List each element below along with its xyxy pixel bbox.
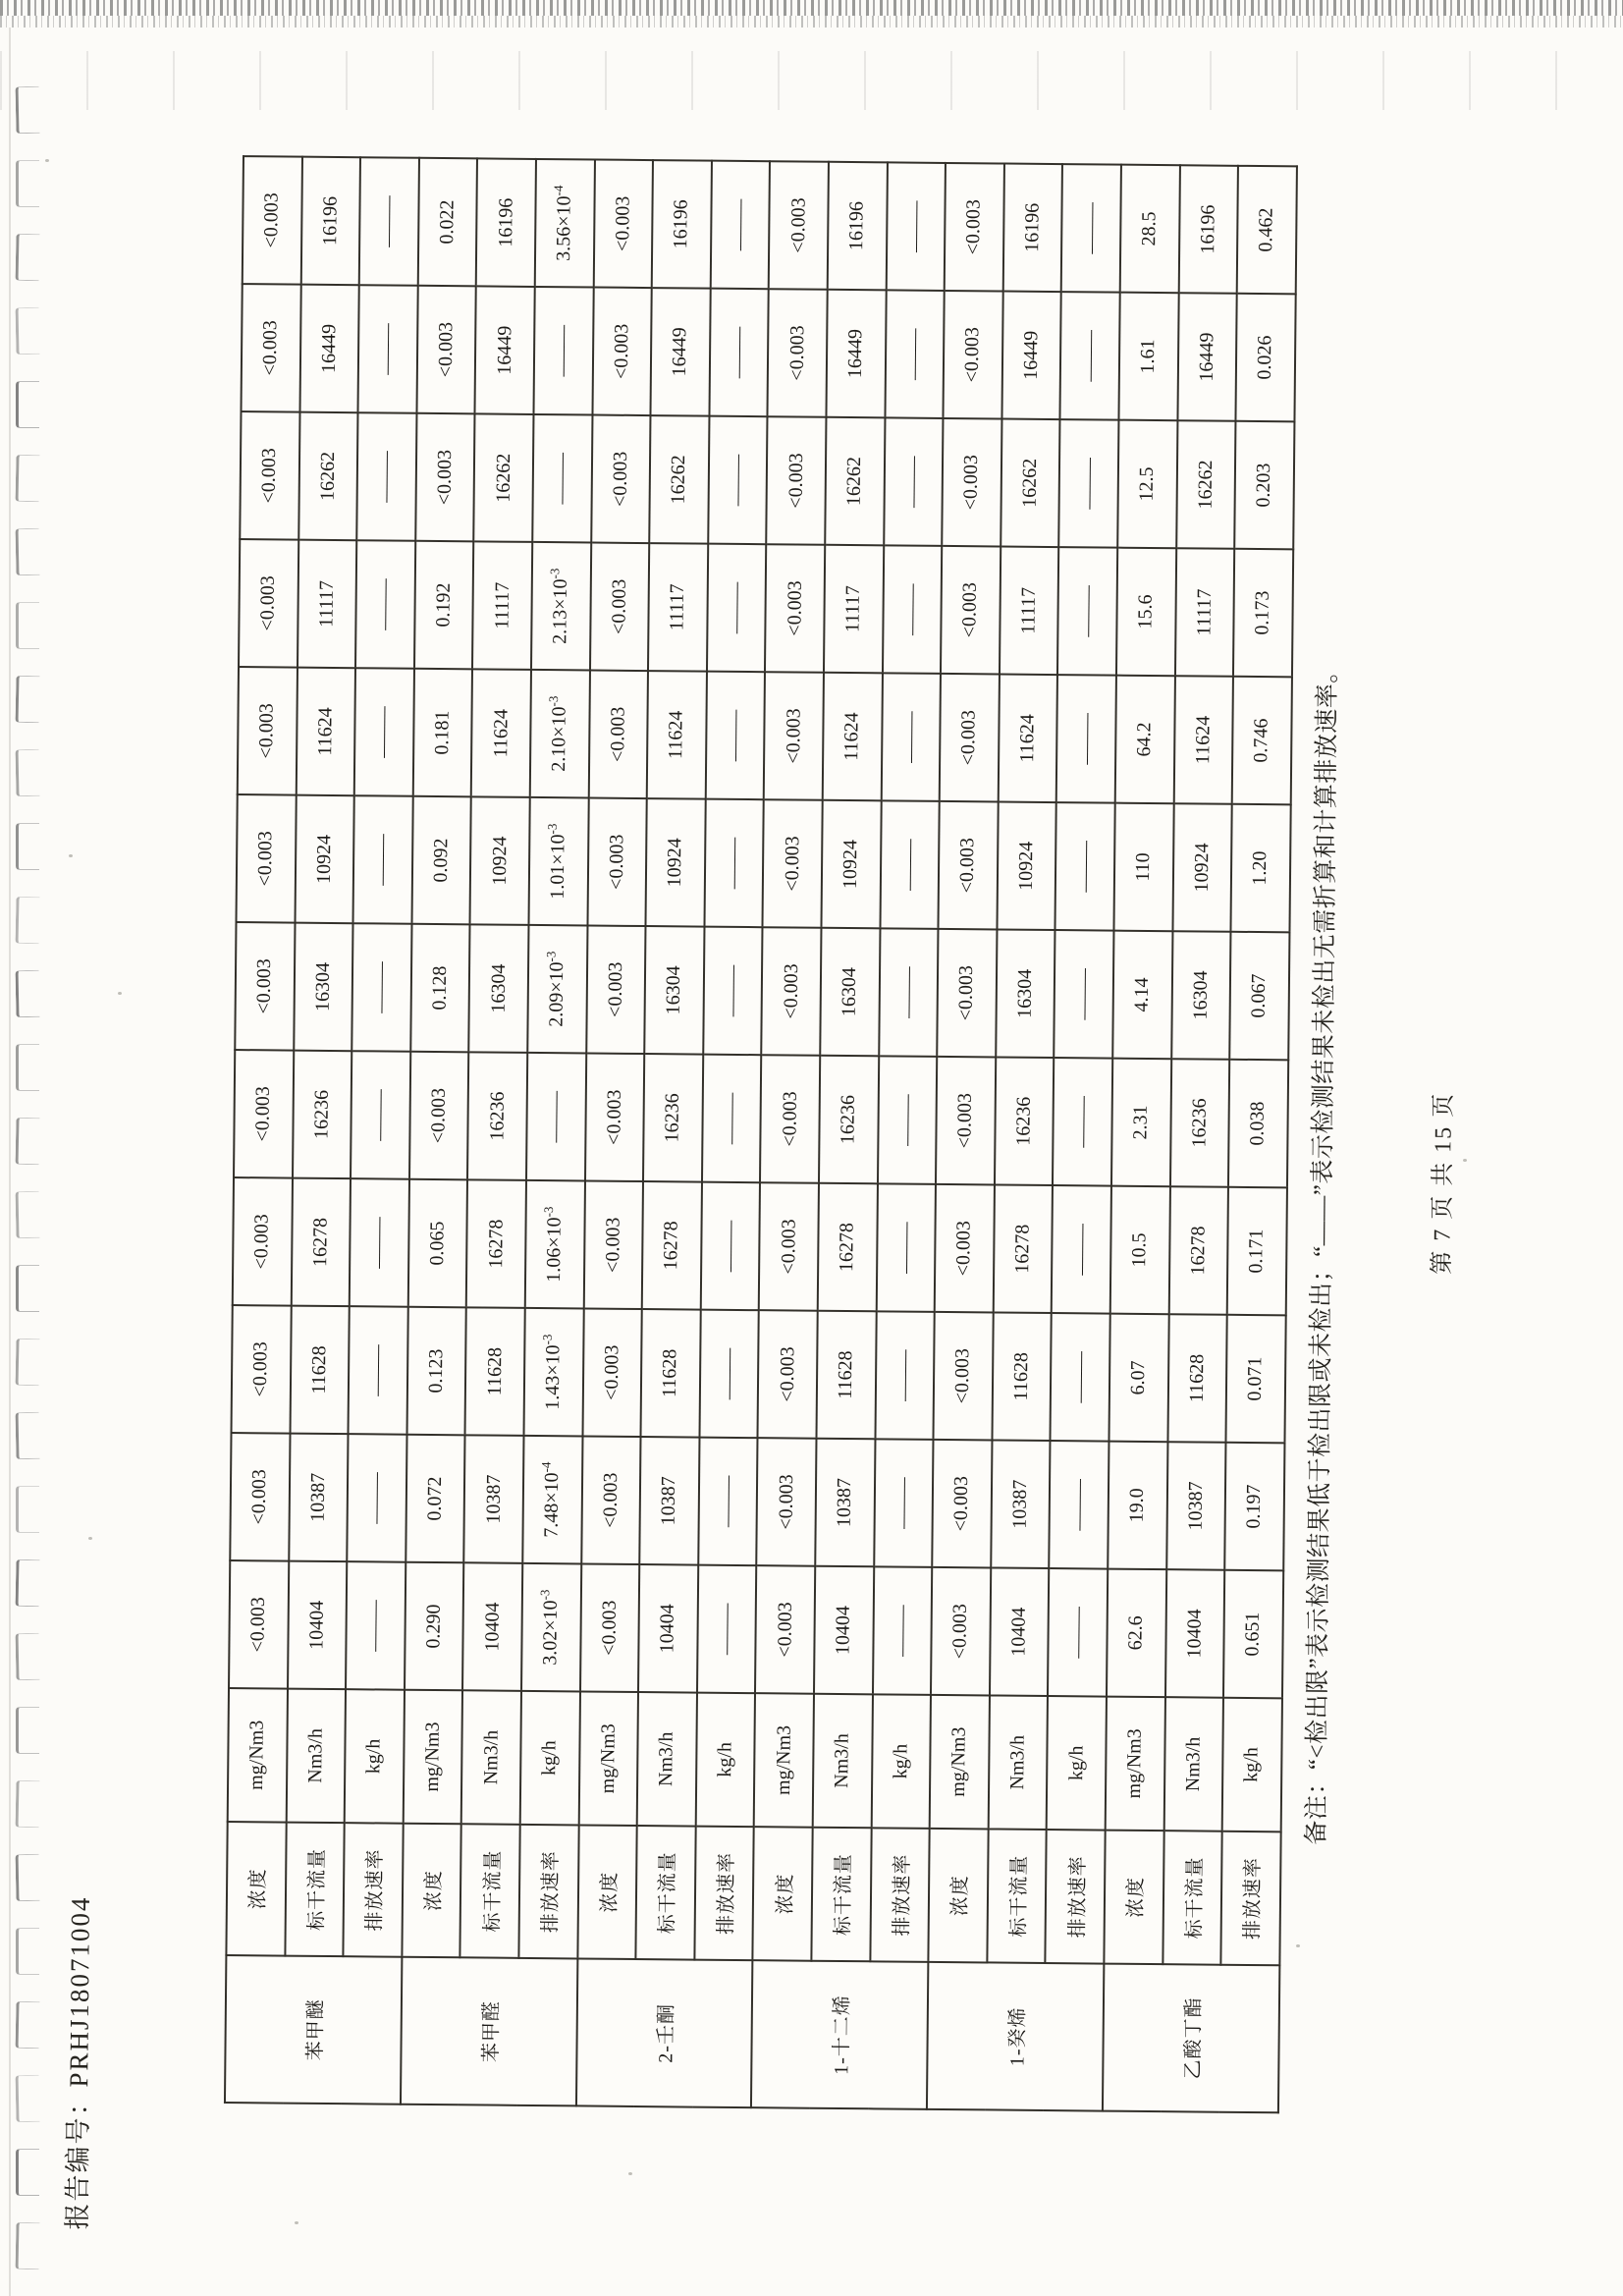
emission-rate-value-cell: $1.43\times 10^{-3}$ bbox=[523, 1308, 583, 1437]
concentration-value-cell: 1.61 bbox=[1118, 293, 1178, 421]
unit-cell: kg/h bbox=[520, 1691, 580, 1826]
flow-value-cell: 10387 bbox=[289, 1434, 349, 1562]
measure-label-cell: 浓度 bbox=[226, 1822, 286, 1956]
emission-rate-value-cell: 0.173 bbox=[1233, 549, 1293, 678]
emission-rate-value-cell: — bbox=[710, 161, 770, 290]
emission-rate-value-cell: — bbox=[1061, 164, 1121, 293]
measure-label-cell: 标干流量 bbox=[811, 1828, 871, 1962]
unit-cell: Nm3/h bbox=[988, 1695, 1048, 1830]
chemical-name-cell: 2-壬酮 bbox=[576, 1958, 753, 2107]
emission-rate-value-cell: $7.48\times 10^{-4}$ bbox=[522, 1436, 582, 1564]
emission-rate-value-cell: $2.13\times 10^{-3}$ bbox=[531, 542, 591, 671]
flow-value-cell: 11624 bbox=[296, 668, 355, 796]
concentration-value-cell: 0.181 bbox=[413, 669, 473, 797]
emission-rate-value-cell: 0.203 bbox=[1234, 421, 1294, 550]
measure-label-cell: 排放速率 bbox=[1220, 1831, 1280, 1966]
flow-value-cell: 10404 bbox=[288, 1561, 348, 1690]
concentration-value-cell: <0.003 bbox=[233, 1177, 293, 1306]
flow-value-cell: 16449 bbox=[299, 285, 359, 413]
concentration-value-cell: <0.003 bbox=[939, 801, 999, 930]
concentration-value-cell: 10.5 bbox=[1110, 1186, 1170, 1315]
flow-value-cell: 16196 bbox=[652, 160, 712, 289]
emission-rate-value-cell: — bbox=[880, 800, 940, 929]
emission-rate-value-cell: $3.56\times 10^{-4}$ bbox=[535, 159, 595, 288]
concentration-value-cell: <0.003 bbox=[235, 922, 295, 1051]
measure-label-cell: 浓度 bbox=[402, 1824, 461, 1958]
flow-value-cell: 16278 bbox=[466, 1179, 526, 1308]
flow-value-cell: 10387 bbox=[815, 1439, 875, 1567]
flow-value-cell: 16236 bbox=[467, 1052, 527, 1180]
measure-label-cell: 标干流量 bbox=[987, 1829, 1047, 1963]
flow-value-cell: 16304 bbox=[820, 928, 880, 1057]
flow-value-cell: 16449 bbox=[1001, 292, 1061, 420]
chemical-name-cell: 1-十二烯 bbox=[751, 1960, 928, 2109]
concentration-value-cell: 19.0 bbox=[1108, 1442, 1167, 1570]
flow-value-cell: 16304 bbox=[294, 923, 353, 1052]
concentration-value-cell: <0.003 bbox=[942, 418, 1001, 547]
emission-rate-value-cell: 0.171 bbox=[1227, 1187, 1287, 1316]
emission-rate-value-cell: — bbox=[699, 1310, 759, 1439]
flow-value-cell: 11624 bbox=[998, 674, 1057, 802]
flow-value-cell: 16236 bbox=[643, 1054, 703, 1182]
measure-label-cell: 排放速率 bbox=[694, 1827, 754, 1961]
emission-rate-value-cell: — bbox=[705, 672, 765, 800]
flow-value-cell: 16196 bbox=[828, 162, 888, 291]
flow-value-cell: 16262 bbox=[1001, 419, 1060, 548]
unit-cell: kg/h bbox=[1222, 1698, 1282, 1832]
concentration-value-cell: <0.003 bbox=[934, 1312, 994, 1441]
emission-rate-value-cell: $1.06\times 10^{-3}$ bbox=[525, 1180, 585, 1309]
emission-rate-value-cell: — bbox=[873, 1566, 933, 1695]
flow-value-cell: 16262 bbox=[825, 417, 885, 546]
emission-rate-value-cell: — bbox=[1055, 930, 1114, 1059]
flow-value-cell: 11624 bbox=[647, 671, 707, 799]
emission-rate-value-cell: — bbox=[1057, 547, 1117, 676]
emission-rate-value-cell: — bbox=[703, 927, 763, 1056]
emission-rate-value-cell: — bbox=[532, 414, 592, 543]
flow-value-cell: 16196 bbox=[1002, 164, 1062, 293]
emission-rate-value-cell: — bbox=[354, 668, 414, 796]
measure-label-cell: 排放速率 bbox=[1046, 1830, 1106, 1964]
emission-rate-value-cell: — bbox=[879, 928, 939, 1057]
emission-rate-value-cell: — bbox=[1050, 1441, 1109, 1569]
chemical-name-cell: 苯甲醛 bbox=[401, 1957, 577, 2106]
emission-rate-value-cell: $2.09\times 10^{-3}$ bbox=[527, 925, 587, 1054]
flow-value-cell: 11117 bbox=[472, 541, 532, 670]
flow-value-cell: 10404 bbox=[1164, 1569, 1224, 1698]
measure-label-cell: 标干流量 bbox=[285, 1823, 345, 1957]
concentration-value-cell: <0.003 bbox=[768, 289, 828, 417]
emission-rate-value-cell: — bbox=[878, 1056, 938, 1184]
concentration-value-cell: 0.192 bbox=[414, 541, 474, 670]
concentration-value-cell: <0.003 bbox=[581, 1436, 641, 1564]
emission-rate-value-cell: 0.746 bbox=[1232, 677, 1292, 805]
concentration-value-cell: <0.003 bbox=[230, 1433, 290, 1561]
emission-rate-value-cell: — bbox=[356, 412, 416, 541]
flow-value-cell: 16304 bbox=[469, 924, 529, 1053]
concentration-value-cell: <0.003 bbox=[755, 1565, 815, 1694]
flow-value-cell: 16304 bbox=[1171, 931, 1231, 1060]
concentration-value-cell: 0.065 bbox=[408, 1179, 468, 1308]
unit-cell: mg/Nm3 bbox=[930, 1695, 990, 1830]
emission-rate-value-cell: — bbox=[876, 1183, 936, 1312]
emission-rate-value-cell: — bbox=[884, 417, 944, 546]
concentration-value-cell: <0.003 bbox=[757, 1438, 817, 1566]
emission-rate-value-cell: — bbox=[883, 545, 943, 674]
concentration-value-cell: <0.003 bbox=[416, 286, 476, 414]
concentration-value-cell: 15.6 bbox=[1116, 548, 1176, 677]
concentration-value-cell: 0.072 bbox=[406, 1435, 465, 1563]
concentration-value-cell: <0.003 bbox=[769, 161, 829, 290]
measure-label-cell: 排放速率 bbox=[344, 1823, 404, 1957]
emission-rate-value-cell: — bbox=[704, 799, 764, 928]
page-footer: 第 7 页 共 15 页 bbox=[1430, 1091, 1457, 1275]
flow-value-cell: 10924 bbox=[470, 796, 530, 925]
emission-rate-value-cell: $3.02\times 10^{-3}$ bbox=[521, 1563, 581, 1692]
emission-rate-value-cell: 1.20 bbox=[1231, 804, 1291, 933]
flow-value-cell: 11628 bbox=[816, 1311, 876, 1440]
emission-rate-value-cell: 0.462 bbox=[1237, 166, 1297, 295]
flow-value-cell: 16196 bbox=[1178, 165, 1238, 294]
concentration-value-cell: <0.003 bbox=[593, 160, 653, 289]
emission-rate-value-cell: — bbox=[702, 1055, 762, 1183]
emission-rate-value-cell: — bbox=[1055, 802, 1115, 931]
flow-value-cell: 16196 bbox=[476, 158, 536, 287]
flow-value-cell: 10924 bbox=[646, 798, 706, 927]
emission-rate-value-cell: $2.10\times 10^{-3}$ bbox=[530, 670, 590, 798]
chemical-name-cell: 1-癸烯 bbox=[927, 1962, 1104, 2111]
concentration-value-cell: <0.003 bbox=[585, 1053, 645, 1181]
unit-cell: Nm3/h bbox=[461, 1690, 521, 1825]
flow-value-cell: 16449 bbox=[826, 290, 886, 418]
unit-cell: Nm3/h bbox=[813, 1694, 873, 1829]
flow-value-cell: 16236 bbox=[293, 1051, 352, 1179]
measurements-table-body bbox=[225, 156, 1297, 2112]
concentration-value-cell: 0.290 bbox=[405, 1562, 464, 1691]
concentration-value-cell: 6.07 bbox=[1109, 1314, 1168, 1443]
concentration-value-cell: <0.003 bbox=[945, 163, 1004, 292]
measure-label-cell: 浓度 bbox=[577, 1825, 637, 1959]
flow-value-cell: 11628 bbox=[290, 1306, 350, 1435]
concentration-value-cell: 0.128 bbox=[410, 924, 470, 1053]
emission-rate-value-cell: — bbox=[359, 157, 419, 286]
concentration-value-cell: 0.123 bbox=[406, 1307, 466, 1436]
flow-value-cell: 16278 bbox=[291, 1178, 351, 1307]
concentration-value-cell: <0.003 bbox=[232, 1305, 292, 1434]
emission-rate-value-cell: — bbox=[698, 1438, 758, 1566]
flow-value-cell: 10387 bbox=[639, 1437, 699, 1565]
unit-cell: kg/h bbox=[1047, 1696, 1107, 1831]
flow-value-cell: 10924 bbox=[997, 801, 1056, 930]
concentration-value-cell: <0.003 bbox=[760, 1055, 820, 1183]
emission-rate-value-cell: — bbox=[885, 290, 945, 418]
emission-rate-value-cell: 0.651 bbox=[1223, 1570, 1283, 1699]
unit-cell: mg/Nm3 bbox=[754, 1693, 814, 1828]
emission-rate-value-cell: — bbox=[1056, 675, 1116, 803]
concentration-value-cell: <0.003 bbox=[587, 797, 647, 926]
flow-value-cell: 10404 bbox=[990, 1567, 1050, 1696]
flow-value-cell: 10924 bbox=[295, 795, 354, 924]
flow-value-cell: 16236 bbox=[995, 1057, 1055, 1185]
concentration-value-cell: <0.003 bbox=[586, 925, 646, 1054]
concentration-value-cell: <0.003 bbox=[237, 794, 297, 923]
emission-rate-value-cell: — bbox=[1059, 419, 1119, 548]
concentration-value-cell: <0.003 bbox=[580, 1563, 640, 1692]
flow-value-cell: 16236 bbox=[1169, 1059, 1229, 1187]
flow-value-cell: 11624 bbox=[471, 669, 531, 797]
measure-label-cell: 排放速率 bbox=[870, 1828, 930, 1962]
flow-value-cell: 16304 bbox=[996, 929, 1055, 1058]
emission-rate-value-cell: — bbox=[709, 289, 769, 417]
flow-value-cell: 10387 bbox=[464, 1435, 524, 1563]
flow-value-cell: 10404 bbox=[462, 1562, 522, 1691]
concentration-value-cell: <0.003 bbox=[937, 929, 997, 1058]
unit-cell: Nm3/h bbox=[1163, 1697, 1223, 1831]
emission-rate-value-cell: — bbox=[533, 287, 593, 415]
emission-rate-value-cell: — bbox=[526, 1053, 586, 1181]
concentration-value-cell: 110 bbox=[1113, 803, 1173, 932]
flow-value-cell: 10387 bbox=[991, 1440, 1051, 1568]
concentration-value-cell: 0.092 bbox=[411, 796, 471, 925]
measure-label-cell: 标干流量 bbox=[460, 1824, 520, 1958]
emission-rate-value-cell: — bbox=[349, 1306, 408, 1435]
flow-value-cell: 11628 bbox=[1167, 1314, 1227, 1443]
emission-rate-value-cell: — bbox=[881, 673, 941, 801]
concentration-value-cell: <0.003 bbox=[767, 416, 827, 545]
emission-rate-value-cell: — bbox=[1051, 1313, 1110, 1442]
flow-value-cell: 16196 bbox=[300, 157, 360, 286]
flow-value-cell: 10924 bbox=[821, 800, 881, 929]
concentration-value-cell: <0.003 bbox=[764, 672, 824, 800]
chemical-name-cell: 乙酸丁酯 bbox=[1103, 1964, 1279, 2113]
flow-value-cell: 16262 bbox=[649, 415, 709, 544]
flow-value-cell: 16262 bbox=[298, 412, 358, 541]
concentration-value-cell: <0.003 bbox=[409, 1052, 469, 1180]
flow-value-cell: 11117 bbox=[1174, 548, 1234, 677]
concentration-value-cell: <0.003 bbox=[592, 288, 652, 416]
flow-value-cell: 16278 bbox=[642, 1181, 702, 1310]
measure-label-cell: 标干流量 bbox=[636, 1826, 696, 1960]
emission-rate-value-cell: 0.026 bbox=[1236, 294, 1296, 422]
unit-cell: mg/Nm3 bbox=[1106, 1697, 1165, 1831]
flow-value-cell: 10404 bbox=[814, 1566, 874, 1695]
emission-rate-value-cell: — bbox=[358, 285, 418, 413]
concentration-value-cell: <0.003 bbox=[243, 156, 302, 285]
flow-value-cell: 11117 bbox=[648, 543, 708, 672]
measure-label-cell: 浓度 bbox=[1104, 1831, 1163, 1965]
unit-cell: mg/Nm3 bbox=[403, 1690, 462, 1825]
concentration-value-cell: <0.003 bbox=[936, 1057, 996, 1185]
table-note: 备注：“<检出限”表示检测结果低于检出限或未检出；“——”表示检测结果未检出无需折算和计算排放速率。 bbox=[1303, 658, 1342, 1845]
concentration-value-cell: <0.003 bbox=[583, 1180, 643, 1309]
concentration-value-cell: <0.003 bbox=[935, 1184, 995, 1313]
flow-value-cell: 16236 bbox=[819, 1056, 879, 1184]
concentration-value-cell: <0.003 bbox=[234, 1050, 294, 1178]
concentration-value-cell: <0.003 bbox=[759, 1182, 819, 1311]
concentration-value-cell: <0.003 bbox=[590, 542, 650, 671]
flow-value-cell: 11624 bbox=[1173, 676, 1233, 804]
flow-value-cell: 10387 bbox=[1166, 1442, 1226, 1570]
concentration-value-cell: 0.022 bbox=[418, 158, 478, 287]
unit-cell: kg/h bbox=[871, 1694, 931, 1829]
emission-rate-value-cell: — bbox=[347, 1434, 406, 1562]
concentration-value-cell: <0.003 bbox=[591, 415, 651, 544]
concentration-value-cell: <0.003 bbox=[229, 1560, 289, 1689]
concentration-value-cell: <0.003 bbox=[931, 1567, 991, 1696]
emission-rate-value-cell: 0.038 bbox=[1228, 1060, 1288, 1188]
flow-value-cell: 10924 bbox=[1172, 803, 1232, 932]
emission-rate-value-cell: — bbox=[353, 795, 413, 924]
unit-cell: Nm3/h bbox=[286, 1689, 346, 1824]
emission-rate-value-cell: — bbox=[700, 1182, 760, 1311]
measure-label-cell: 浓度 bbox=[753, 1827, 813, 1961]
flow-value-cell: 11117 bbox=[824, 545, 884, 674]
flow-value-cell: 16449 bbox=[1177, 293, 1237, 421]
flow-value-cell: 11624 bbox=[823, 673, 883, 801]
emission-rate-value-cell: — bbox=[352, 923, 411, 1052]
concentration-value-cell: <0.003 bbox=[240, 411, 299, 540]
unit-cell: kg/h bbox=[695, 1693, 755, 1828]
concentration-value-cell: 2.31 bbox=[1111, 1059, 1171, 1187]
concentration-value-cell: <0.003 bbox=[758, 1310, 818, 1439]
emission-rate-value-cell: — bbox=[886, 162, 946, 291]
emission-rate-value-cell: — bbox=[1053, 1058, 1112, 1186]
emission-rate-value-cell: — bbox=[351, 1051, 410, 1179]
flow-value-cell: 11117 bbox=[298, 540, 357, 669]
flow-value-cell: 16278 bbox=[1168, 1186, 1228, 1315]
concentration-value-cell: 12.5 bbox=[1117, 420, 1177, 549]
concentration-value-cell: 64.2 bbox=[1115, 676, 1175, 804]
emission-rate-value-cell: — bbox=[346, 1561, 406, 1690]
concentration-value-cell: 28.5 bbox=[1120, 165, 1180, 294]
concentration-value-cell: <0.003 bbox=[940, 674, 1000, 802]
emission-rate-value-cell: $1.01\times 10^{-3}$ bbox=[528, 797, 588, 926]
unit-cell: Nm3/h bbox=[637, 1692, 697, 1827]
concentration-value-cell: <0.003 bbox=[763, 799, 823, 928]
flow-value-cell: 16449 bbox=[651, 288, 711, 416]
emission-rate-value-cell: — bbox=[875, 1311, 935, 1440]
measurements-table bbox=[224, 155, 1298, 2113]
emission-rate-value-cell: — bbox=[697, 1565, 757, 1694]
concentration-value-cell: <0.003 bbox=[242, 284, 301, 412]
concentration-value-cell: <0.003 bbox=[239, 539, 298, 668]
measure-label-cell: 浓度 bbox=[929, 1829, 989, 1963]
concentration-value-cell: <0.003 bbox=[941, 546, 1001, 675]
flow-value-cell: 16304 bbox=[644, 926, 704, 1055]
concentration-value-cell: <0.003 bbox=[944, 291, 1003, 419]
emission-rate-value-cell: 0.067 bbox=[1229, 932, 1289, 1061]
flow-value-cell: 16278 bbox=[993, 1184, 1053, 1313]
measure-label-cell: 标干流量 bbox=[1163, 1831, 1222, 1965]
concentration-value-cell: <0.003 bbox=[238, 667, 298, 795]
flow-value-cell: 11628 bbox=[641, 1309, 701, 1438]
measure-label-cell: 排放速率 bbox=[518, 1825, 578, 1959]
flow-value-cell: 16449 bbox=[475, 286, 535, 414]
flow-value-cell: 16262 bbox=[1176, 420, 1236, 549]
concentration-value-cell: <0.003 bbox=[588, 670, 648, 798]
unit-cell: kg/h bbox=[345, 1689, 405, 1824]
flow-value-cell: 16278 bbox=[818, 1183, 878, 1312]
emission-rate-value-cell: — bbox=[355, 540, 415, 669]
unit-cell: mg/Nm3 bbox=[228, 1688, 288, 1823]
concentration-value-cell: <0.003 bbox=[415, 413, 475, 542]
emission-rate-value-cell: — bbox=[1048, 1568, 1108, 1697]
chemical-name-cell: 苯甲醚 bbox=[225, 1955, 402, 2105]
emission-rate-value-cell: — bbox=[1052, 1185, 1111, 1314]
concentration-value-cell: <0.003 bbox=[582, 1308, 642, 1437]
concentration-value-cell: 62.6 bbox=[1107, 1569, 1166, 1698]
emission-rate-value-cell: — bbox=[1060, 292, 1120, 420]
emission-rate-value-cell: 0.197 bbox=[1224, 1443, 1284, 1571]
flow-value-cell: 11117 bbox=[1000, 547, 1059, 676]
emission-rate-value-cell: — bbox=[350, 1178, 409, 1307]
emission-rate-value-cell: 0.071 bbox=[1226, 1315, 1286, 1444]
flow-value-cell: 16262 bbox=[474, 413, 534, 542]
emission-rate-value-cell: — bbox=[874, 1439, 934, 1567]
emission-rate-value-cell: — bbox=[707, 544, 767, 673]
concentration-value-cell: <0.003 bbox=[762, 927, 822, 1056]
emission-rate-value-cell: — bbox=[708, 416, 768, 545]
flow-value-cell: 11628 bbox=[465, 1307, 525, 1436]
flow-value-cell: 11628 bbox=[992, 1312, 1052, 1441]
concentration-value-cell: 4.14 bbox=[1112, 931, 1172, 1060]
flow-value-cell: 10404 bbox=[638, 1564, 698, 1693]
concentration-value-cell: <0.003 bbox=[765, 544, 825, 673]
unit-cell: mg/Nm3 bbox=[578, 1691, 638, 1826]
concentration-value-cell: <0.003 bbox=[932, 1440, 992, 1568]
report-number: 报告编号：PRHJ18071004 bbox=[62, 1895, 95, 2230]
